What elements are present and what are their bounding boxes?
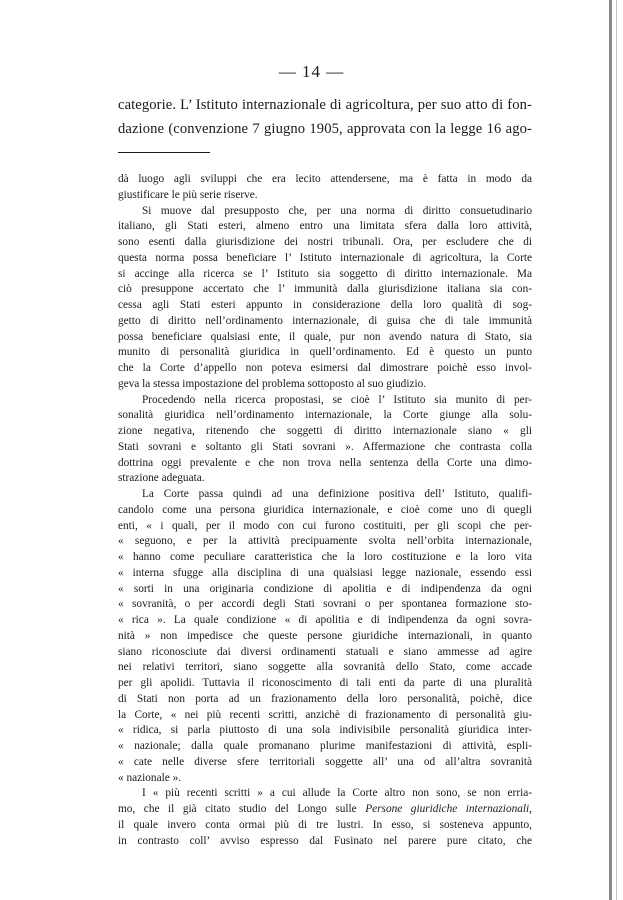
footnote-paragraph	[118, 786, 532, 849]
footnote-line: dottrina oggi prevalente e che non trova nella sentenza della Corte una dimo-	[118, 456, 532, 469]
footnote-paragraph	[118, 487, 532, 786]
footnote-line: strazione adeguata.	[118, 472, 205, 485]
footnote-line: « nazionale; dalla quale promanano plurime manifestazioni di attività, espli-	[118, 740, 532, 752]
footnote-line: italiano, gli Stati esteri, almeno entro una limitata sfera dalla loro attività,	[118, 220, 532, 233]
footnote-line: « cate nelle diverse sfere territoriali soggette all’ una od all’altra sovranità	[118, 755, 532, 768]
footnote-line: si accinge alla ricerca se l’ Istituto sia soggetto di diritto internazionale. Ma	[118, 267, 532, 280]
footnote-line: Si muove dal presupposto che, per una norma di diritto consuetudinario	[142, 204, 532, 217]
footnote-line: nità » non impedisce che queste persone giuridiche internazionali, in quanto	[118, 629, 532, 642]
footnote-line: « nazionale ».	[118, 771, 182, 784]
footnote-paragraph	[118, 172, 532, 204]
footnote-line: candolo come una persona giuridica internazionale, e cioè come uno di quegli	[118, 503, 532, 516]
footnote-line: « sorti in una originaria condizione di apolitia e di indipendenza da ogni	[118, 582, 532, 595]
footnote-line: « sovranità, o per accordi degli Stati sovrani o per spontanea formazione sto-	[118, 598, 532, 611]
footnote-line: I « più recenti scritti » a cui allude la Corte altro non sono, se non erria-	[142, 787, 532, 800]
footnote-paragraph	[118, 393, 532, 488]
main-text-line: categorie. L’ Istituto internazionale di agricoltura, per suo atto di fon-	[118, 97, 532, 113]
footnote-line: per gli apolidi. Tuttavia il riconoscimento di tali enti da parte di una pluralità	[118, 677, 532, 689]
scan-page-edge-shadow	[616, 0, 617, 900]
footnote-line: getto di diritto nell’ordinamento internazionale, di guisa che di tale immunità	[118, 314, 532, 327]
footnote-line: Stati sovrani e soltanto gli Stati sovrani ». Affermazione che contrasta colla	[118, 440, 532, 453]
footnote-line: La Corte passa quindi ad una definizione positiva dell’ Istituto, qualifi-	[142, 488, 532, 500]
page-number: — 14 —	[278, 62, 345, 81]
footnote-line: geva la stessa impostazione del problema sottoposto al suo giudizio.	[118, 377, 427, 390]
footnote-line: enti, « i quali, per il modo con cui furono costituiti, per gli scopi che per-	[118, 519, 532, 532]
footnote-line: in contrasto coll’ avviso espresso dal Fusinato nel parere pure citato, che	[118, 834, 532, 847]
footnote-line: siano riconosciute dai diversi ordinamenti statuali e siano ammesse ad agire	[118, 645, 532, 658]
footnote-line: « ridica, si parla piuttosto di una sola indivisibile personalità giuridica inter-	[118, 724, 532, 737]
main-text	[118, 93, 532, 141]
footnote-line: giustificare le più serie riserve.	[118, 188, 258, 201]
footnote-line: di Stati non porta ad un frazionamento della loro personalità, poichè, dice	[118, 692, 532, 705]
footnote-line: la Corte, « nei più recenti scritti, anzichè di frazionamento di personalità giu-	[118, 708, 532, 721]
footnote-line: il quale invero conta ormai più di tre lustri. In esso, si sosteneva appunto,	[118, 818, 532, 831]
cited-title: Persone giuridiche internazionali	[365, 803, 530, 815]
footnote-line: dà luogo agli sviluppi che era lecito attendersene, ma è fatta in modo da	[118, 173, 532, 185]
footnote-line: che la Corte d’appello non poteva esimersi dal dimostrare poichè esso invol-	[118, 362, 532, 374]
main-text-line: dazione (convenzione 7 giugno 1905, approvata con la legge 16 ago-	[118, 121, 532, 137]
footnote-line: « interna sfugge alla disciplina di una qualsiasi legge nazionale, essendo essi	[118, 566, 532, 579]
footnote-line: « hanno come peculiare caratteristica che la loro costituzione e la loro vita	[118, 551, 532, 563]
footnote-line: nei relativi territori, siano soggette alla sovranità dello Stato, come accade	[118, 661, 532, 674]
footnote-line: sonalità giuridica nell’ordinamento internazionale, la Corte giunge alla solu-	[118, 409, 532, 422]
footnote-line: ciò presuppone accertato che l’ immunità dalla giurisdizione italiana sia con-	[118, 283, 532, 296]
footnote-line: zione negativa, ritenendo che soggetti di diritto internazionale siano « gli	[118, 425, 532, 437]
footnote-line: « rica ». La quale condizione « di apolitia e di indipendenza da ogni sovra-	[118, 614, 532, 626]
footnote	[118, 172, 532, 849]
footnote-separator	[118, 152, 210, 153]
footnote-line: Procedendo nella ricerca propostasi, se cioè l’ Istituto sia munito di per-	[142, 393, 532, 406]
footnote-line: questa norma possa beneficiare l’ Istituto internazionale di agricoltura, la Corte	[118, 251, 532, 264]
footnote-line: mo, che il già citato studio del Longo sulle Persone giuridiche internazionali,	[118, 803, 532, 815]
scan-page-edge	[609, 0, 612, 900]
footnote-line: cessa agli Stati esteri appunto in considerazione della loro qualità di sog-	[118, 299, 532, 311]
footnote-line: possa beneficiare qualsiasi ente, il quale, pur non avendo natura di Stato, sia	[118, 330, 532, 343]
footnote-line: munito di personalità giuridica in quell’ordinamento. Ed è questo un punto	[118, 346, 532, 359]
footnote-line: sono esenti dalla giurisdizione dei nostri tribunali. Ora, per escludere che di	[118, 236, 532, 248]
footnote-line: « seguono, e per la attività precipuamente svolta nell’orbita internazionale,	[118, 535, 532, 548]
footnote-paragraph	[118, 204, 532, 393]
